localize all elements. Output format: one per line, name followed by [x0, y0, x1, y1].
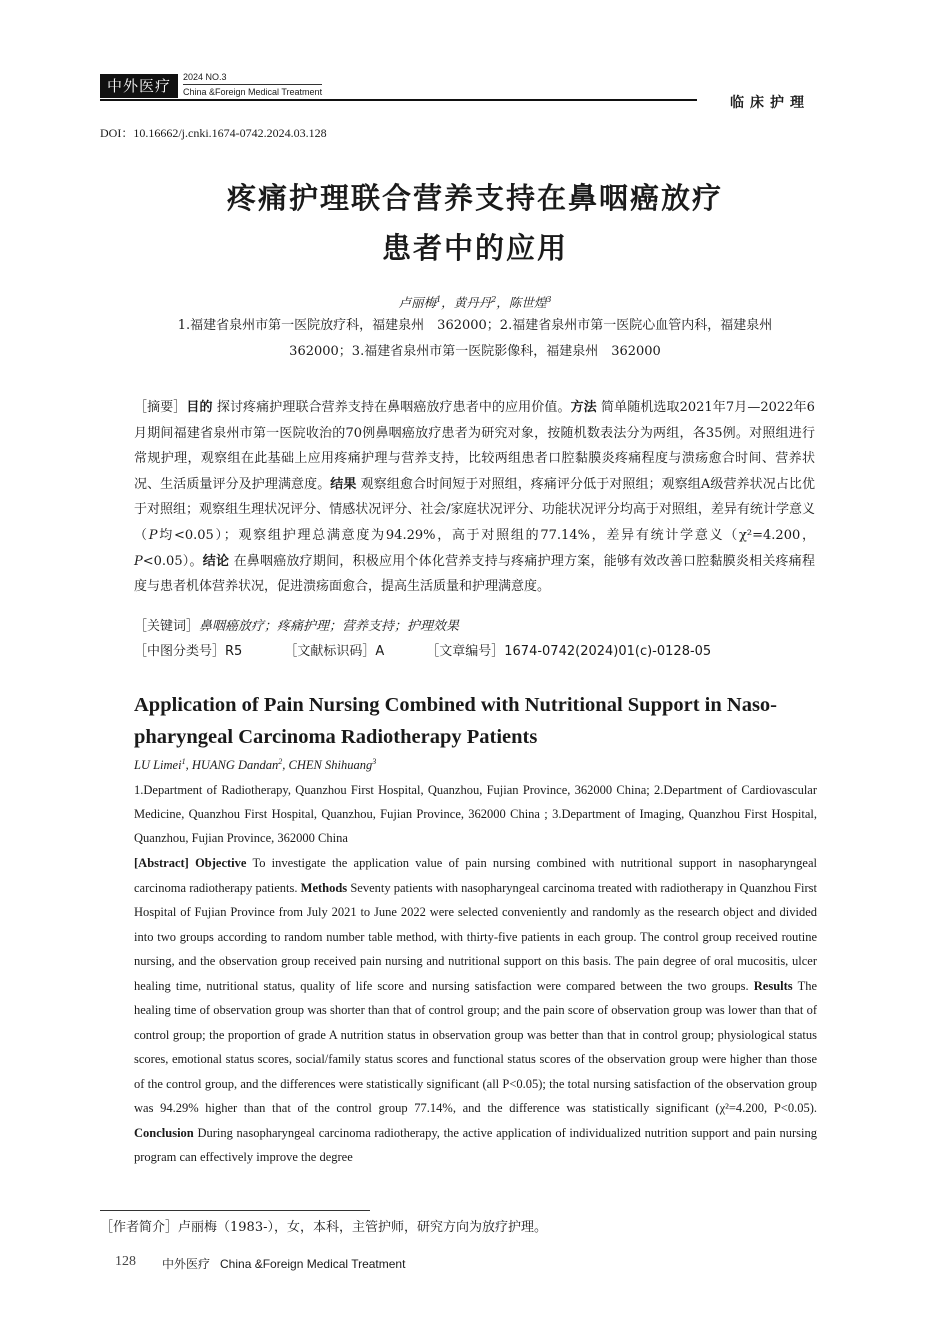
abstract-en: [Abstract] Objective To investigate the application value of pain nursing combined with nutritional support in nasopharyngeal carcinoma radiotherapy patients. Methods Seventy patients with nasopharyngeal carcinoma treated with radiotherapy in Quanzhou First Hospital of Fujian Province from July 2021 to June 2022 were selected conveniently and randomly as the research object and divided into two groups according to random number table method, with thirty-five patients in each group. The control group received routine nursing, and the observation group received pain nursing and nutritional support on this basis. The pain degree of oral mucositis, ulcer healing time, nutritional status, quality of life score and nursing satisfaction were compared between the two groups. Results The healing time of observation group was shorter than that of control group; and the pain score of observation group was lower than that of control group; the proportion of grade A nutrition status in observation group was better than that in control group; physiological status scores, emotional status scores, social/family status scores and functional status scores of the observation group were higher than those of the control group, and the differences were statistically significant (all P<0.05); the total nursing satisfaction of the observation group was 94.29% higher than that of the control group 77.14%, and the difference was statistically significant (χ²=4.200, P<0.05). Conclusion During nasopharyngeal carcinoma radiotherapy, the active application of individualized nutrition support and pain nursing program can effectively improve the degree [134, 856, 818, 1164]
affiliation-cn-line1: 1.福建省泉州市第一医院放疗科，福建泉州 362000；2.福建省泉州市第一医院心血管内科，福建泉州 [177, 318, 773, 333]
footnote-rule [100, 1210, 370, 1211]
journal-logo: 中外医疗 [100, 74, 178, 98]
affiliations-en: 1.Department of Radiotherapy, Quanzhou First Hospital, Quanzhou, Fujian Province, 362000 China; 2.Department of Cardiovascular Medicine, Quanzhou First Hospital, Quanzhou, Fujian Province, 362000 China ; 3.Department of Imaging, Quanzhou First Hospital, Quanzhou, Fujian Province, 362000 China [134, 783, 817, 845]
title-cn-line1: 疼痛护理联合营养支持在鼻咽癌放疗 [226, 181, 723, 215]
page-number: 128 [115, 1254, 136, 1269]
title-en: Application of Pain Nursing Combined with Nutritional Support in Naso- pharyngeal Carcinoma Radiotherapy Patients [134, 694, 778, 748]
keywords-cn: ［关键词］鼻咽癌放疗；疼痛护理；营养支持；护理效果 [134, 619, 460, 634]
authors-en: LU Limei$^1$, HUANG Dandan$^2$, CHEN Shihuang$^3$ [134, 757, 377, 773]
header-rule [100, 99, 697, 101]
affiliation-cn-line2: 362000；3.福建省泉州市第一医院影像科，福建泉州 362000 [289, 344, 661, 359]
classification-line: ［中图分类号］R5 ［文献标识码］A ［文章编号］1674-0742(2024)01(c)-0128-05 [134, 644, 712, 659]
title-cn-line2: 患者中的应用 [381, 231, 568, 265]
abstract-cn: ［摘要］目的 探讨疼痛护理联合营养支持在鼻咽癌放疗患者中的应用价值。方法 简单随机选取2021年7月—2022年6月期间福建省泉州市第一医院收治的70例鼻咽癌放疗患者为研究对象，按随机数表法分为两组，各35例。对照组进行常规护理，观察组在此基础上应用疼痛护理与营养支持，比较两组患者口腔黏膜炎疼痛程度与溃疡愈合时间、营养状况、生活质量评分及护理满意度。结果 观察组愈合时间短于对照组，疼痛评分低于对照组；观察组A级营养状况占比优于对照组；观察组生理状况评分、情感状况评分、社会/家庭状况评分、功能状况评分均高于对照组，差异有统计学意义（P均<0.05）；观察组护理总满意度为94.29%，高于对照组的77.14%，差异有统计学意义（χ²=4.200，P<0.05）。结论 在鼻咽癌放疗期间，积极应用个体化营养支持与疼痛护理方案，能够有效改善口腔黏膜炎相关疼痛程度与患者机体营养状况，促进溃疡面愈合，提高生活质量和护理满意度。 [134, 400, 815, 595]
journal-english-name: China &Foreign Medical Treatment [183, 84, 322, 97]
section-label: 临床护理 [730, 95, 810, 111]
doi: DOI：10.16662/j.cnki.1674-0742.2024.03.128 [100, 126, 327, 140]
footer-journal: 中外医疗 China &Foreign Medical Treatment [162, 1257, 406, 1271]
issue-info [183, 72, 322, 97]
authors-cn: 卢丽梅$^1$，黄丹丹$^2$，陈世煌$^3$ [398, 294, 552, 310]
author-note: ［作者简介］卢丽梅（1983-），女，本科，主管护师，研究方向为放疗护理。 [100, 1220, 547, 1235]
issue-number: 2024 NO.3 [183, 72, 227, 82]
